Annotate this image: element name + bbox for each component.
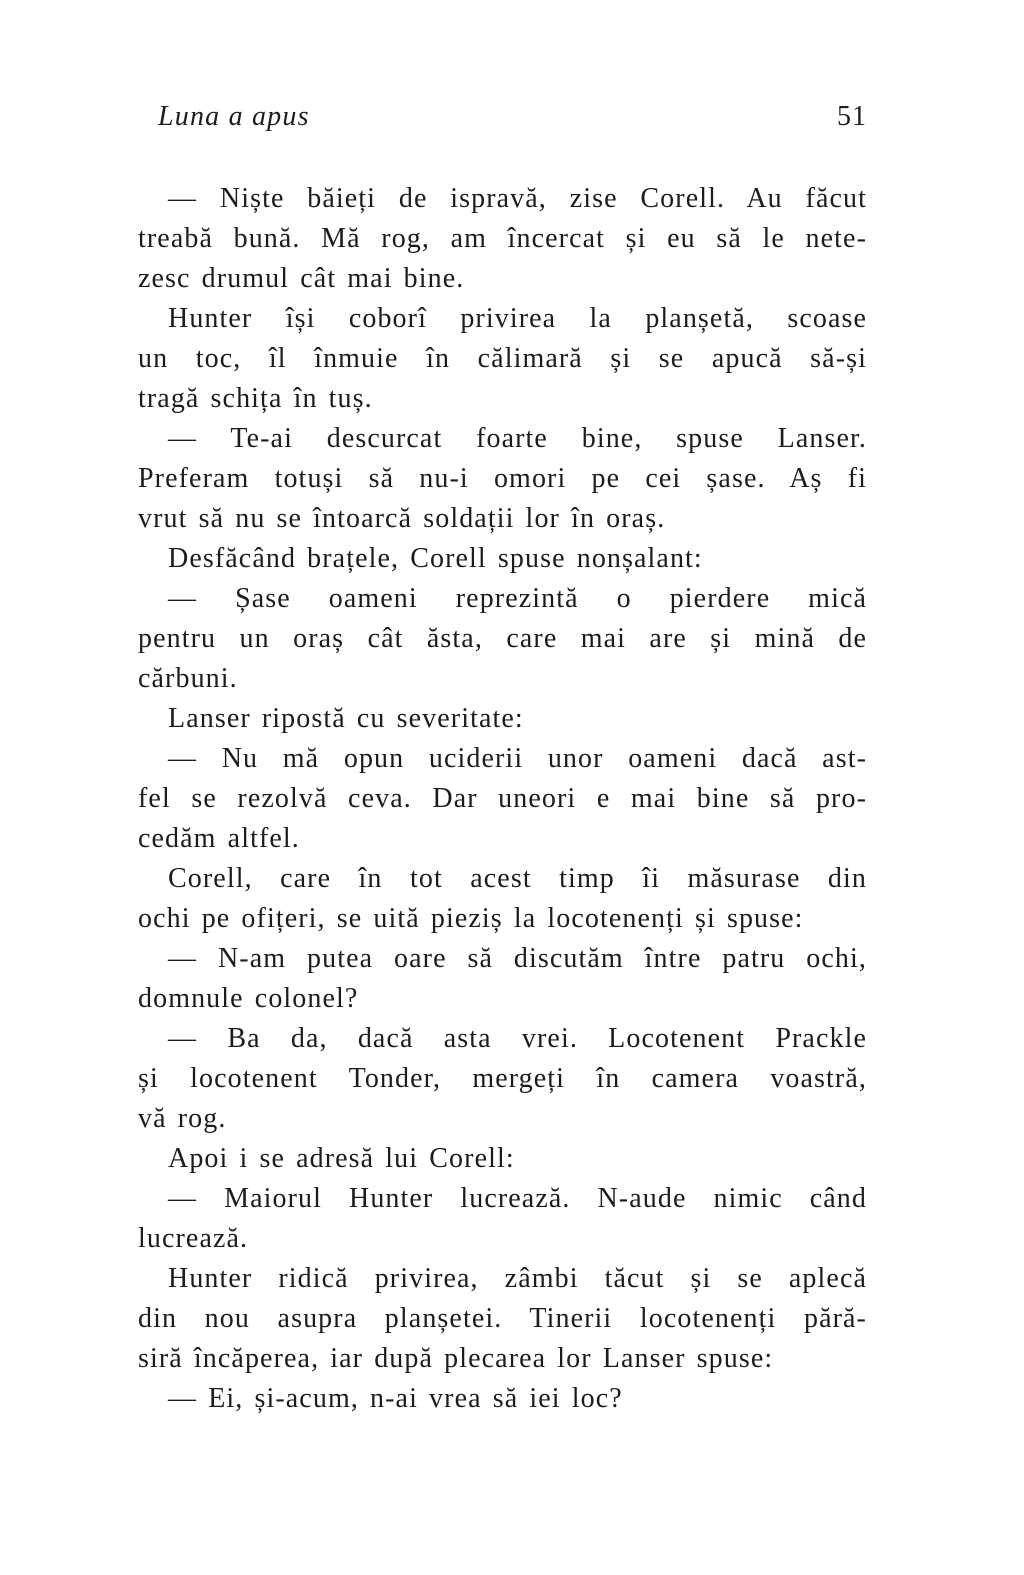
text-line: fel se rezolvă ceva. Dar uneori e mai bine să pro- xyxy=(138,783,867,814)
text-line: cedăm altfel. xyxy=(138,823,300,854)
paragraph xyxy=(138,539,867,579)
text-line: Desfăcând brațele, Corell spuse nonșalant: xyxy=(168,543,703,574)
text-line: — Te-ai descurcat foarte bine, spuse Lanser. xyxy=(168,423,867,454)
text-line: Preferam totuși să nu-i omori pe cei șase. Aș fi xyxy=(138,463,867,494)
text-line: domnule colonel? xyxy=(138,983,359,1014)
paragraph xyxy=(138,939,867,1019)
text-line: și locotenent Tonder, mergeți în camera voastră, xyxy=(138,1063,867,1094)
text-line: vă rog. xyxy=(138,1103,227,1134)
paragraph xyxy=(138,1139,867,1179)
running-header xyxy=(138,100,867,134)
text-line: — N-am putea oare să discutăm între patru ochi, xyxy=(168,943,867,974)
paragraph xyxy=(138,1019,867,1139)
text-line: zesc drumul cât mai bine. xyxy=(138,263,465,294)
paragraph xyxy=(138,419,867,539)
paragraph xyxy=(138,299,867,419)
running-title: Luna a apus xyxy=(158,101,310,132)
text-line: lucrează. xyxy=(138,1223,249,1254)
page-number: 51 xyxy=(837,101,867,132)
text-line: cărbuni. xyxy=(138,663,238,694)
text-line: siră încăperea, iar după plecarea lor Lanser spuse: xyxy=(138,1343,774,1374)
text-line: treabă bună. Mă rog, am încercat și eu să le nete- xyxy=(138,223,867,254)
paragraph xyxy=(138,579,867,699)
text-line: ochi pe ofițeri, se uită pieziș la locotenenți și spuse: xyxy=(138,903,804,934)
text-line: tragă schița în tuș. xyxy=(138,383,373,414)
text-line: — Maiorul Hunter lucrează. N-aude nimic când xyxy=(168,1183,867,1214)
text-line: Hunter își coborî privirea la planșetă, scoase xyxy=(168,303,867,334)
text-block xyxy=(138,179,867,1419)
paragraph xyxy=(138,1179,867,1259)
paragraph xyxy=(138,1259,867,1379)
text-line: Corell, care în tot acest timp îi măsurase din xyxy=(168,863,867,894)
paragraph xyxy=(138,179,867,299)
paragraph xyxy=(138,699,867,739)
text-line: Lanser ripostă cu severitate: xyxy=(168,703,524,734)
text-line: un toc, îl înmuie în călimară și se apucă să-și xyxy=(138,343,867,374)
text-line: vrut să nu se întoarcă soldații lor în oraș. xyxy=(138,503,666,534)
paragraph xyxy=(138,1379,867,1419)
text-line: — Ba da, dacă asta vrei. Locotenent Prackle xyxy=(168,1023,867,1054)
text-line: Apoi i se adresă lui Corell: xyxy=(168,1143,515,1174)
text-line: — Șase oameni reprezintă o pierdere mică xyxy=(168,583,867,614)
text-line: Hunter ridică privirea, zâmbi tăcut și se aplecă xyxy=(168,1263,867,1294)
text-line: — Ei, și-acum, n-ai vrea să iei loc? xyxy=(168,1383,623,1414)
paragraph xyxy=(138,739,867,859)
text-line: — Nu mă opun uciderii unor oameni dacă ast- xyxy=(168,743,867,774)
text-line: pentru un oraș cât ăsta, care mai are și mină de xyxy=(138,623,867,654)
text-line: — Niște băieți de ispravă, zise Corell. Au făcut xyxy=(168,183,867,214)
text-line: din nou asupra planșetei. Tinerii locotenenți pără- xyxy=(138,1303,867,1334)
paragraph xyxy=(138,859,867,939)
